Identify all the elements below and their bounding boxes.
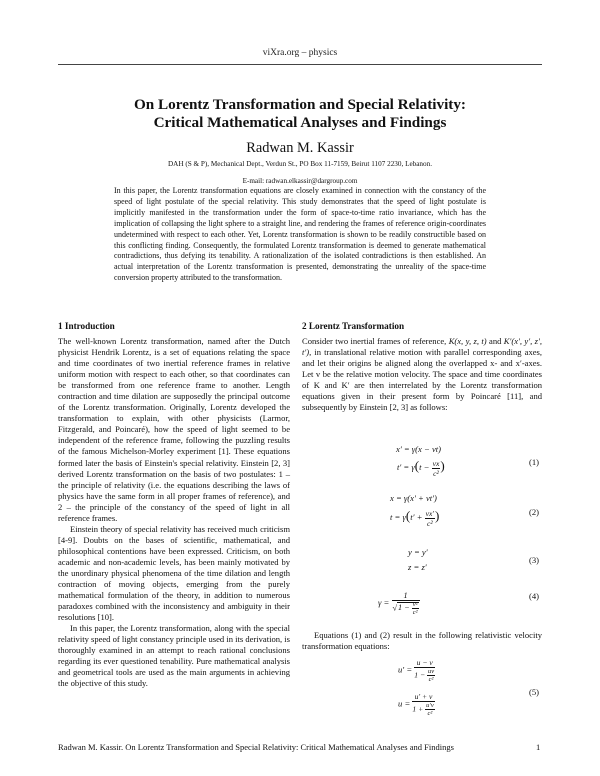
- author-name: Radwan M. Kassir: [246, 140, 354, 156]
- equation-3-number: (3): [529, 555, 540, 565]
- frame-k-prime: K′(x′, y′, z′, t′): [302, 336, 542, 358]
- title-line-1: On Lorentz Transformation and Special Relativity:: [133, 96, 466, 113]
- lt-paragraph-2: Equations (1) and (2) result in the following relativistic velocity transformation equations:: [302, 630, 542, 652]
- page-number: 1: [536, 742, 541, 752]
- equation-5-line-2: u = u′ + v 1 + $\frac{u'v}{\text{c²}}$: [398, 692, 434, 717]
- equation-2-number: (2): [529, 507, 540, 517]
- frame-k: K(x, y, z, t): [448, 336, 487, 346]
- introduction-body: [58, 336, 290, 690]
- section-heading-introduction: 1 Introduction: [58, 321, 115, 331]
- equation-2-line-2: t = γ(t′ + $\frac{vx'}{\text{c²}}$ ): [390, 508, 440, 528]
- lt-paragraph-1: Consider two inertial frames of reference, K(x, y, z, t) and K′(x′, y′, z′, t′), in translational relative motion with parallel corresponding axes, and let their origins be aligned along the overlapped x- and x′-axes. Let v be the relative motion velocity. The space and time coordinates of K and K′ are then interrelated by the Lorentz transformation equations given in their present form by Poincaré [11], and subsequently by Einstein [2, 3] as follows:: [302, 336, 542, 413]
- journal-header: viXra.org – physics: [262, 48, 338, 58]
- equation-5-line-1: u′ = u − v 1 − $\frac{uv}{\text{c²}}$: [398, 658, 435, 683]
- equation-5-number: (5): [529, 687, 540, 697]
- equation-3-line-2: z = z′: [408, 562, 427, 572]
- section-heading-lorentz-transformation: 2 Lorentz Transformation: [302, 321, 405, 331]
- equation-4-number: (4): [529, 591, 540, 601]
- equation-1-line-1: x′ = γ(x − vt): [396, 444, 442, 454]
- equation-3-line-1: y = y′: [408, 547, 428, 557]
- title-line-2: Critical Mathematical Analyses and Findings: [153, 114, 447, 131]
- equation-1-number: (1): [529, 457, 540, 467]
- paper-title: [60, 96, 540, 132]
- header-rule: [58, 64, 542, 65]
- equation-2-line-1: x = γ(x′ + vt′): [390, 493, 437, 503]
- author-email: E-mail: radwan.elkassir@dargroup.com: [242, 177, 358, 185]
- intro-paragraph-3: In this paper, the Lorentz transformation, along with the special relativity speed of light constancy principle used in its derivation, is thoroughly examined in an attempt to reach rational conclusions regarding its ever questioned tenability. Pure mathematical analysis and geometrical tools are used as the main arguments in achieving the objective of this study.: [58, 623, 290, 689]
- author-affiliation: DAH (S & P), Mechanical Dept., Verdun St., PO Box 11-7159, Beirut 1107 2230, Lebanon.: [167, 160, 433, 168]
- footer-citation: Radwan M. Kassir. On Lorentz Transformation and Special Relativity: Critical Mathematical Analyses and Findings: [58, 742, 454, 752]
- lorentz-body-2: [302, 630, 542, 652]
- intro-paragraph-2: Einstein theory of special relativity has received much criticism [4-9]. Doubts on the bases of scientific, mathematical, and philosophical contentions have been expressed. Criticism, on both academic and non-academic levels, has been mainly motivated by the unordinary physical phenomena of the time dilation and length contraction of moving objects, emerging from the purely mathematical formulation of the theory, in addition to numerous paradoxes combined with the inconsistency and ambiguity in their resolutions [10].: [58, 523, 290, 623]
- intro-paragraph-1: The well-known Lorentz transformation, named after the Dutch physicist Hendrik Lorentz, is a set of equations relating the space and time coordinates of two inertial reference frames in relative uniform motion with respect to each other, so that coordinates can be transformed from one reference frame to another. Length contraction and time dilation are supposedly the principal outcome of the Lorentz transformation. Originally, Lorentz developed the transformation to explain, with other physicists (Larmor, Fitzgerald, and Poincaré), how the speed of light seemed to be independent of the reference frame, following the puzzling results of the famous Michelson-Morley experiment [1]. These equations formed later the basis of Einstein's special relativity. Einstein [2, 3] derived Lorentz transformation on the basis of two postulates: 1 – the principle of relativity (i.e. the equations describing the laws of physics have the same form in all proper frames of reference), and 2 – the principle of the constancy of the speed of light in all reference frames.: [58, 336, 290, 523]
- abstract: In this paper, the Lorentz transformation equations are closely examined in connection with the constancy of the speed of light postulate of the special relativity. This study demonstrates that the speed of light postulate is implicitly manifested in the transformation under the form of space-to-time ratio invariance, which has the implication of collapsing the light sphere to a straight line, and rendering the frames of reference origin-coordinates undetermined with respect to each other. Yet, Lorentz transformation is shown to be readily constructible based on this conflicting finding. Consequently, the formulated Lorentz transformation is deemed to generate mathematical contradictions, thus defying its tenability. A rationalization of the isolated contradictions is then established. An actual interpretation of the Lorentz transformation is presented, demonstrating the unreality of the space-time conversion property attributed to the transformation.: [114, 186, 486, 283]
- lorentz-body-1: [302, 336, 542, 413]
- equation-1-line-2: t′ = γ(t − $\frac{vx}{\text{c²}}$ ): [397, 458, 445, 478]
- equation-4: γ = 1 √1 − $\frac{\text{v²}}{\text{c²}}$: [378, 591, 420, 616]
